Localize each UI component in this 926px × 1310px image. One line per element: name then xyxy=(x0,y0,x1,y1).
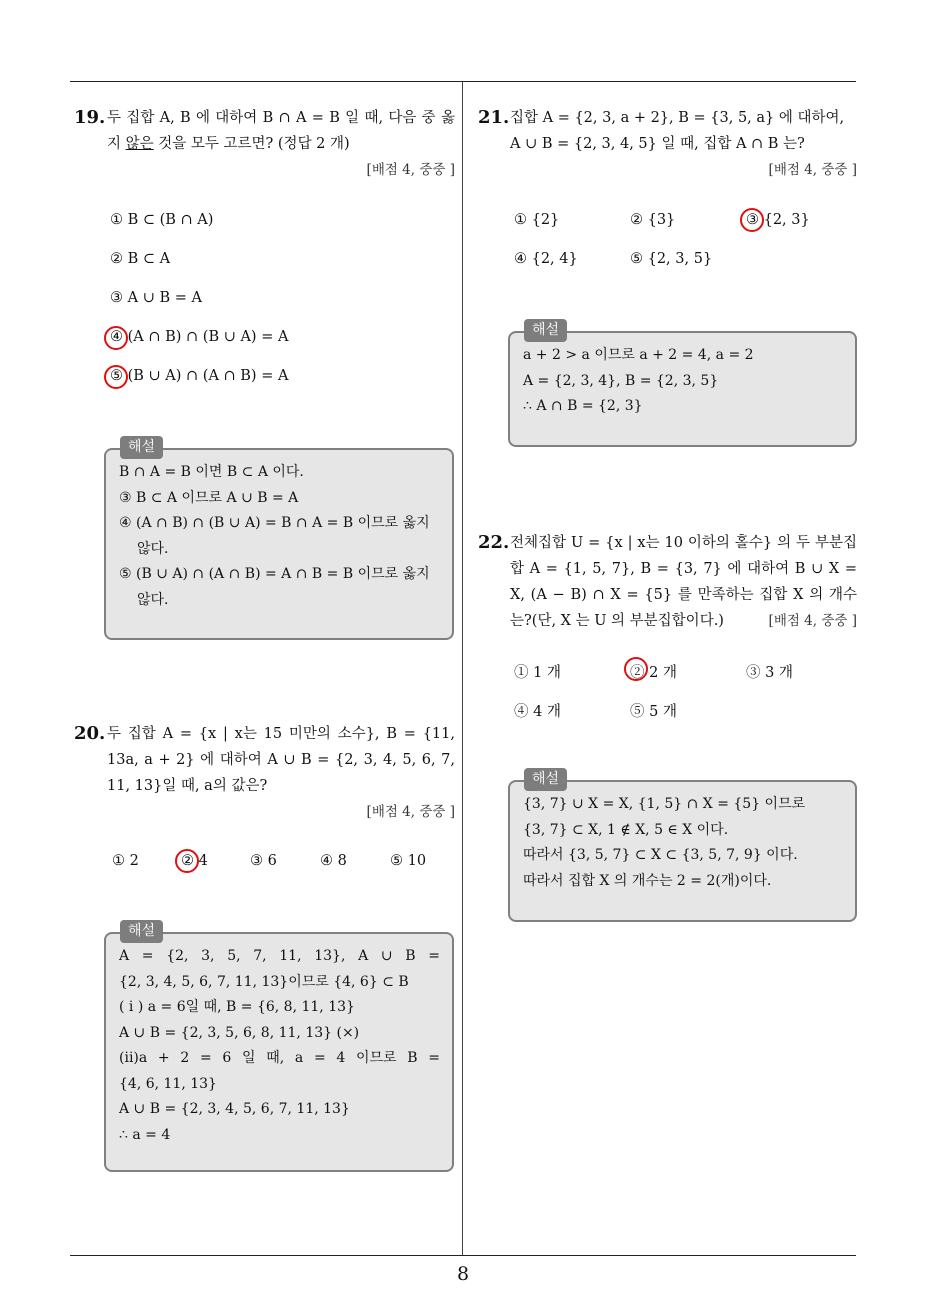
problem-21-score: [배점 4, 중중 ] xyxy=(768,162,857,178)
explanation-line: ③ B ⊂ A 이므로 A ∪ B = A xyxy=(119,489,299,506)
p19-choice-3[interactable]: ③ A ∪ B = A xyxy=(110,290,202,306)
answer-mark-circle xyxy=(175,849,199,873)
problem-19-text: 두 집합 A, B 에 대하여 B ∩ A = B 일 때, 다음 중 옳지 않은 것을 모두 고르면? (정답 2 개) xyxy=(107,110,455,152)
p20-choice-4[interactable]: ④ 8 xyxy=(320,853,347,869)
explanation-line: ∴ a = 4 xyxy=(119,1126,171,1143)
problem-22-number: 22. xyxy=(478,532,510,553)
problem-20 xyxy=(107,721,455,825)
explanation-line: {4, 6, 11, 13} xyxy=(119,1075,217,1092)
answer-mark-circle xyxy=(740,208,764,232)
explanation-line: ∴ A ∩ B = {2, 3} xyxy=(523,398,643,414)
explanation-line: A = {2, 3, 4}, B = {2, 3, 5} xyxy=(523,372,719,389)
p22-choice-2[interactable]: ② 2 개 xyxy=(630,665,677,681)
problem-19 xyxy=(107,105,455,183)
p20-choice-5[interactable]: ⑤ 10 xyxy=(390,853,427,869)
p21-choice-3[interactable]: ③ {2, 3} xyxy=(746,212,810,228)
answer-mark-circle xyxy=(104,365,128,389)
answer-mark-circle xyxy=(104,326,128,350)
p20-choice-1[interactable]: ① 2 xyxy=(112,853,139,869)
p22-explanation-box xyxy=(508,771,857,922)
column-divider xyxy=(462,82,463,1255)
explanation-label: 해설 xyxy=(524,319,567,342)
explanation-line: 않다. xyxy=(137,540,169,557)
bottom-rule xyxy=(70,1255,856,1256)
p19-explanation-box xyxy=(104,439,454,640)
p21-choice-5[interactable]: ⑤ {2, 3, 5} xyxy=(630,251,713,267)
explanation-line: ④ (A ∩ B) ∩ (B ∪ A) = B ∩ A = B 이므로 옳지 xyxy=(119,515,430,531)
p19-choice-5[interactable]: ⑤ (B ∪ A) ∩ (A ∩ B) = A xyxy=(110,368,289,384)
top-rule xyxy=(70,81,856,82)
p22-choice-4[interactable]: ④ 4 개 xyxy=(514,704,561,720)
explanation-label: 해설 xyxy=(120,436,163,459)
problem-22-text: 전체집합 U = {x | x는 10 이하의 홀수} 의 두 부분집합 A = {1, 5, 7}, B = {3, 7} 에 대하여 B ∪ X = X, (A − B) ∩ X = {5} 를 만족하는 집합 X 의 개수는?(단, X 는 U 의 부분집합이다.) xyxy=(510,535,857,629)
p19-choice-4[interactable]: ④ (A ∩ B) ∩ (B ∪ A) = A xyxy=(110,329,289,345)
p20-choice-3[interactable]: ③ 6 xyxy=(250,853,277,869)
p22-choice-1[interactable]: ① 1 개 xyxy=(514,665,561,681)
problem-19-score: [배점 4, 중중 ] xyxy=(366,162,455,178)
page-number: 8 xyxy=(456,1263,470,1285)
p22-choice-5[interactable]: ⑤ 5 개 xyxy=(630,704,677,720)
problem-21-number: 21. xyxy=(478,107,510,128)
problem-21-line-2: A ∪ B = {2, 3, 4, 5} 일 때, 집합 A ∩ B 는? xyxy=(510,136,805,152)
explanation-line: ⑤ (B ∪ A) ∩ (A ∩ B) = A ∩ B = B 이므로 옳지 xyxy=(119,566,430,582)
answer-mark-circle xyxy=(624,657,648,681)
explanation-label: 해설 xyxy=(120,920,163,943)
explanation-line: A ∪ B = {2, 3, 4, 5, 6, 7, 11, 13} xyxy=(119,1101,350,1117)
explanation-line: B ∩ A = B 이면 B ⊂ A 이다. xyxy=(119,464,304,480)
explanation-line: 따라서 {3, 5, 7} ⊂ X ⊂ {3, 5, 7, 9} 이다. xyxy=(523,847,798,863)
explanation-line: 않다. xyxy=(137,591,169,608)
explanation-line: {3, 7} ⊂ X, 1 ∉ X, 5 ∈ X 이다. xyxy=(523,821,729,838)
explanation-line: A = {2, 3, 5, 7, 11, 13}, A ∪ B = xyxy=(119,948,440,964)
p20-choice-2[interactable]: ② 4 xyxy=(181,853,208,869)
p19-choice-2[interactable]: ② B ⊂ A xyxy=(110,251,171,267)
explanation-line: 따라서 집합 X 의 개수는 2 = 2(개)이다. xyxy=(523,872,772,889)
explanation-line: {2, 3, 4, 5, 6, 7, 11, 13}이므로 {4, 6} ⊂ B xyxy=(119,973,409,990)
explanation-line: a + 2 > a 이므로 a + 2 = 4, a = 2 xyxy=(523,347,754,363)
explanation-line: (ii)a + 2 = 6 일 때, a = 4 이므로 B = xyxy=(119,1050,440,1066)
explanation-label: 해설 xyxy=(524,768,567,791)
p21-choice-1[interactable]: ① {2} xyxy=(514,212,560,228)
problem-20-number: 20. xyxy=(74,723,106,744)
p21-choice-4[interactable]: ④ {2, 4} xyxy=(514,251,578,267)
problem-19-number: 19. xyxy=(74,107,106,128)
problem-22-score: [배점 4, 중중 ] xyxy=(768,613,857,629)
problem-20-score: [배점 4, 중중 ] xyxy=(366,804,455,820)
problem-21 xyxy=(510,105,857,183)
explanation-line: ( i ) a = 6일 때, B = {6, 8, 11, 13} xyxy=(119,999,355,1015)
p21-explanation-box xyxy=(508,322,857,447)
explanation-line: {3, 7} ∪ X = X, {1, 5} ∩ X = {5} 이므로 xyxy=(523,796,806,812)
p20-explanation-box xyxy=(104,923,454,1172)
problem-20-text: 두 집합 A = {x | x는 15 미만의 소수}, B = {11, 13a, a + 2} 에 대하여 A ∪ B = {2, 3, 4, 5, 6, 7, 11, 13}일 때, a의 값은? xyxy=(107,726,455,794)
p19-choice-1[interactable]: ① B ⊂ (B ∩ A) xyxy=(110,212,214,228)
problem-21-line-1: 집합 A = {2, 3, a + 2}, B = {3, 5, a} 에 대하여, xyxy=(510,110,845,126)
p21-choice-2[interactable]: ② {3} xyxy=(630,212,676,228)
explanation-line: A ∪ B = {2, 3, 5, 6, 8, 11, 13} (×) xyxy=(119,1024,360,1041)
p22-choice-3[interactable]: ③ 3 개 xyxy=(746,665,793,681)
